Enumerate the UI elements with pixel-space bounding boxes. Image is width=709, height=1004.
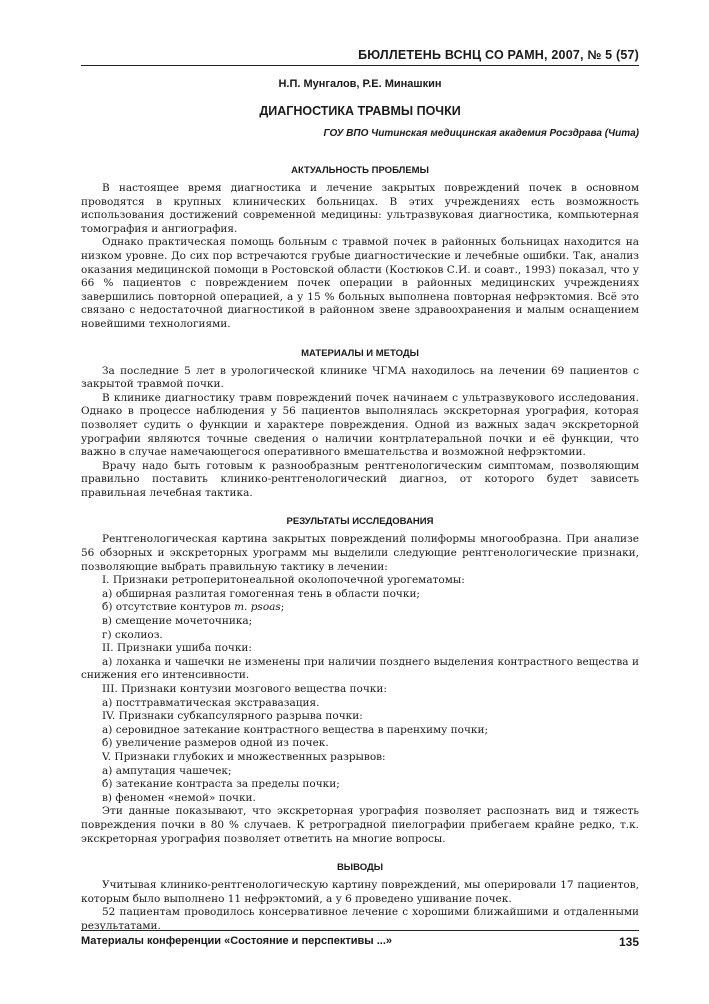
footer-rule xyxy=(81,930,639,931)
list-group-heading: III. Признаки контузии мозгового вещества почки: xyxy=(102,683,387,695)
page-number: 135 xyxy=(618,935,639,949)
page-footer xyxy=(81,930,639,949)
list-group-heading: V. Признаки глубоких и множественных разрывов: xyxy=(102,750,386,763)
list-item: в) феномен «немой» почки. xyxy=(102,791,256,804)
list-item-term: m. psoas xyxy=(234,601,281,614)
list-item: в) смещение мочеточника; xyxy=(102,615,253,628)
paragraph: В настоящее время диагностика и лечение закрытых повреждений почек в основном проводятся в крупных клинических больницах. В этих учреждениях есть возможность использования достижений современной медицины: ультразвуковая диагностика, компьютерная томография и ангиография. xyxy=(81,182,639,235)
paragraph: За последние 5 лет в урологической клинике ЧГМА находилось на лечении 69 пациентов с закрытой травмой почки. xyxy=(81,364,639,391)
paragraph: 52 пациентам проводилось консервативное лечение с хорошими ближайшими и отдаленными результатами. xyxy=(81,906,639,932)
article-page xyxy=(81,48,639,934)
section-heading-results: РЕЗУЛЬТАТЫ ИССЛЕДОВАНИЯ xyxy=(286,516,434,528)
list-item-text: ; xyxy=(280,601,285,614)
section-heading-methods: МАТЕРИАЛЫ И МЕТОДЫ xyxy=(301,347,419,359)
list-item: а) посттравматическая экстравазация. xyxy=(102,696,320,709)
paragraph: В клинике диагностику травм повреждений почек начинаем с ультразвукового исследования. Однако в процессе наблюдения у 56 пациентов выполнялась экскреторная урография, которая позволяет судить о функции и характере повреждения. Одной из важных задач экскреторной урографии являются точные сведения о наличии контрлатеральной почки и её функции, что важно в случае намечающегося оперативного вмешательства и возможной нефрэктомии. xyxy=(81,391,639,459)
paragraph: Врачу надо быть готовым к разнообразным рентгенологическим симптомам, позволяющим правильно поставить клинико-рентгенологический диагноз, от которого будет зависеть правильная лечебная тактика. xyxy=(81,459,639,499)
list-item: а) серовидное затекание контрастного вещества в паренхиму почки; xyxy=(102,723,489,736)
list-group-heading: II. Признаки ушиба почки: xyxy=(102,642,252,655)
header-rule xyxy=(81,65,639,66)
paragraph: Эти данные показывают, что экскреторная урография позволяет распознать вид и тяжесть повреждения почки в 80 % случаев. К ретроградной пиелографии прибегаем крайне редко, т.к. экскреторная урография позволяет ответить на многие вопросы. xyxy=(81,805,639,845)
list-group-heading: IV. Признаки субкапсулярного разрыва почки: xyxy=(102,710,363,723)
list-item: а) лоханка и чашечки не изменены при наличии позднего выделения контрастного вещества и снижения его интенсивности. xyxy=(81,655,639,682)
list-item-text: б) отсутствие контуров xyxy=(102,601,235,614)
list-item: а) обширная разлитая гомогенная тень в области почки; xyxy=(102,587,420,600)
paragraph: Учитывая клинико-рентгенологическую картину повреждений, мы оперировали 17 пациентов, которым было выполнено 11 нефрэктомий, а у 6 проведено ушивание почек. xyxy=(81,879,639,905)
list-item: а) ампутация чашечек; xyxy=(102,764,232,777)
article-title: ДИАГНОСТИКА ТРАВМЫ ПОЧКИ xyxy=(259,104,461,118)
article-authors: Н.П. Мунгалов, Р.Е. Минашкин xyxy=(278,78,442,90)
list-item: б) затекание контраста за пределы почки; xyxy=(102,778,340,791)
article-affiliation: ГОУ ВПО Читинская медицинская академия Росздрава (Чита) xyxy=(323,128,639,139)
section-heading-conclusions: ВЫВОДЫ xyxy=(336,862,384,874)
section-heading-relevance: АКТУАЛЬНОСТЬ ПРОБЛЕМЫ xyxy=(291,165,429,176)
paragraph: Рентгенологическая картина закрытых повреждений полиформы многообразна. При анализе 56 обзорных и экскреторных урограмм мы выделили следующие рентгенологические признаки, позволяющие выбрать правильную тактику в лечении: xyxy=(81,533,639,573)
journal-header: БЮЛЛЕТЕНЬ ВСНЦ СО РАМН, 2007, № 5 (57) xyxy=(358,48,639,62)
paragraph: Однако практическая помощь больным с травмой почек в районных больницах находится на низком уровне. До сих пор встречаются грубые диагностические и лечебные ошибки. Так, анализ оказания медицинской помощи в Ростовской области (Костюков С.И. и соавт., 1993) показал, что у 66 % пациентов с повреждением почек операции в районных медицинских учреждениях завершились повторной операцией, а у 15 % больных выполнена повторная нефрэктомия. Всё это связано с недостаточной диагностикой в районном звене здравоохранения и малым оснащением новейшими технологиями. xyxy=(81,236,639,330)
list-item: г) сколиоз. xyxy=(102,628,163,641)
list-item: б) увеличение размеров одной из почек. xyxy=(102,737,329,750)
list-group-heading: I. Признаки ретроперитонеальной околопочечной урогематомы: xyxy=(102,574,465,587)
list-item xyxy=(81,601,639,615)
footer-conference: Материалы конференции «Состояние и перспективы ...» xyxy=(81,935,393,947)
